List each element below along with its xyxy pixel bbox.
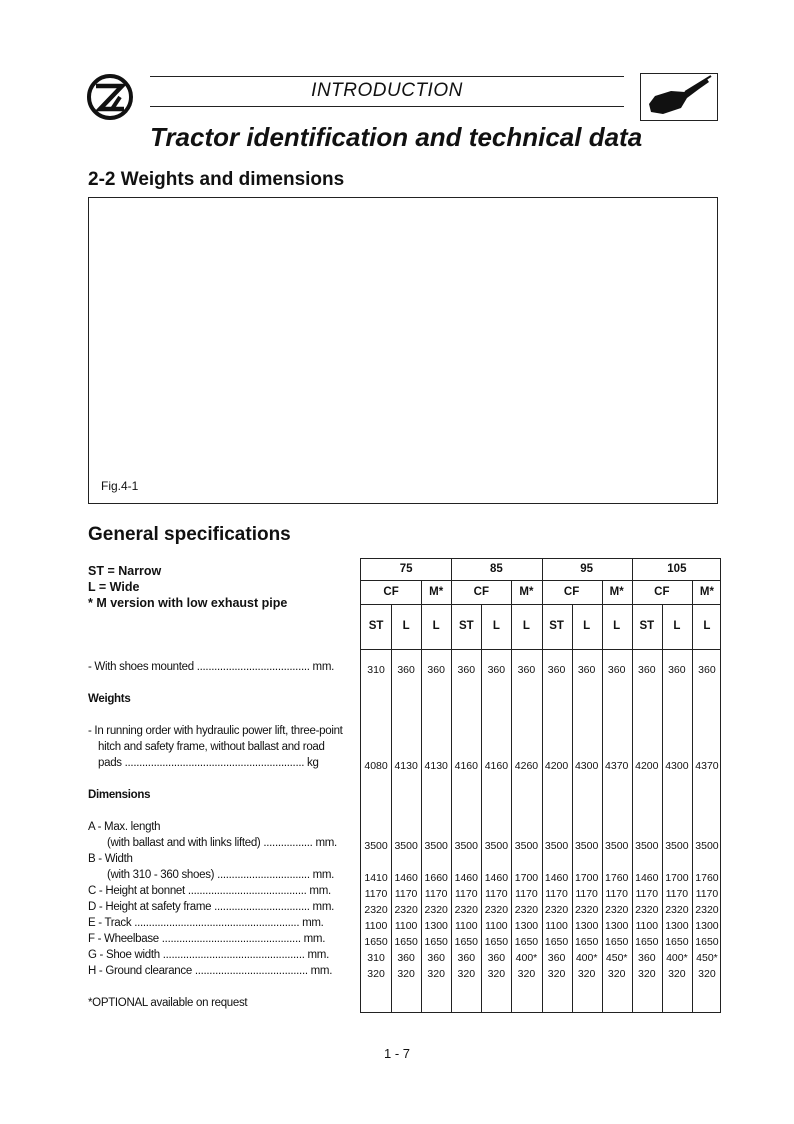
version-header: M* (609, 586, 624, 598)
table-cell: 1460 (484, 872, 509, 884)
version-header: CF (654, 586, 670, 598)
version-header: CF (383, 586, 399, 598)
row-label-safety-frame: D - Height at safety frame ................................. mm. (88, 901, 335, 913)
table-cell: 360 (427, 664, 445, 676)
row-label-shoe-width: G - Shoe width ................................................. mm. (88, 949, 329, 961)
table-cell: 320 (547, 968, 566, 980)
table-cell: 320 (698, 968, 716, 980)
table-cell: 4200 (635, 760, 659, 772)
table-cell: 4300 (665, 760, 689, 772)
table-cell: 4160 (484, 760, 509, 772)
model-header: 75 (399, 563, 413, 575)
model-header: 95 (580, 563, 594, 575)
table-cell: 360 (638, 952, 656, 964)
table-cell: 1100 (454, 920, 478, 932)
table-cell: 3500 (364, 840, 388, 852)
version-header: M* (519, 586, 534, 598)
figure-box (88, 197, 718, 504)
table-cell: 1700 (665, 872, 689, 884)
row-text-max-length: A - Max. length (88, 821, 161, 833)
page-title: Tractor identification and technical data (150, 122, 643, 152)
table-cell: 1300 (605, 920, 629, 932)
table-cell: 1170 (454, 888, 478, 900)
weights-section-title: 2-2 Weights and dimensions (88, 169, 345, 190)
table-cell: 1170 (424, 888, 448, 900)
table-cell: 360 (547, 664, 566, 676)
table-cell: 320 (638, 968, 656, 980)
table-cell: 1460 (635, 872, 659, 884)
table-cell: 2320 (454, 904, 478, 916)
table-cell: 400* (666, 952, 688, 964)
table-rule (361, 649, 720, 650)
row-label-wheelbase: F - Wheelbase ................................................ mm. (88, 933, 326, 945)
table-cell: 3500 (574, 840, 599, 852)
table-cell: 1760 (605, 872, 629, 884)
table-cell: 320 (427, 968, 445, 980)
table-cell: 360 (457, 952, 476, 964)
table-cell: 360 (457, 664, 476, 676)
table-cell: 1410 (364, 872, 388, 884)
model-header: 85 (489, 563, 503, 575)
table-cell: 1170 (485, 888, 508, 900)
table-cell: 1650 (514, 936, 539, 948)
brand-logo (86, 73, 134, 121)
table-cell: 4370 (605, 760, 629, 772)
table-cell: 320 (517, 968, 536, 980)
table-cell: 4300 (574, 760, 599, 772)
subcol-header: L (432, 620, 440, 632)
header-rule-bottom (150, 106, 624, 107)
subcol-header: ST (549, 620, 564, 632)
table-cell: 1700 (514, 872, 539, 884)
table-cell: 3500 (605, 840, 629, 852)
table-cell: 1650 (665, 936, 689, 948)
version-header: CF (563, 586, 580, 598)
table-cell: 310 (367, 952, 385, 964)
table-cell: 1660 (424, 872, 448, 884)
table-cell: 2320 (574, 904, 599, 916)
row-text-running-1: - In running order with hydraulic power lift, three-point (88, 725, 343, 737)
table-cell: 320 (367, 968, 385, 980)
legend-wide: L = Wide (88, 580, 140, 594)
table-cell: 3500 (394, 840, 418, 852)
row-label-length: (with ballast and with links lifted) ................. mm. (107, 837, 337, 849)
table-cell: 1300 (514, 920, 539, 932)
table-cell: 1650 (605, 936, 629, 948)
subcol-header: L (673, 620, 681, 632)
subcol-header: L (492, 620, 500, 632)
dimensions-heading: Dimensions (88, 789, 151, 801)
table-cell: 2320 (695, 904, 719, 916)
table-cell: 1460 (454, 872, 478, 884)
table-cell: 360 (487, 664, 506, 676)
table-cell: 1100 (485, 920, 508, 932)
table-cell: 400* (515, 952, 538, 964)
table-cell: 360 (397, 952, 415, 964)
table-cell: 4080 (364, 760, 388, 772)
table-cell: 1170 (635, 888, 659, 900)
table-cell: 4370 (695, 760, 719, 772)
subcol-header: ST (368, 620, 384, 632)
table-cell: 1650 (484, 936, 509, 948)
version-header: M* (429, 586, 444, 598)
table-cell: 2320 (424, 904, 448, 916)
version-header: CF (473, 586, 489, 598)
subcol-header: ST (639, 620, 655, 632)
table-cell: 1760 (695, 872, 719, 884)
table-cell: 1650 (394, 936, 418, 948)
table-cell: 1300 (695, 920, 719, 932)
table-cell: 360 (487, 952, 506, 964)
table-cell: 1100 (364, 920, 388, 932)
table-cell: 2320 (665, 904, 689, 916)
version-header: M* (699, 586, 714, 598)
table-cell: 360 (577, 664, 596, 676)
table-cell: 1170 (364, 888, 388, 900)
table-cell: 1170 (545, 888, 568, 900)
specs-section-title: General specifications (88, 524, 291, 545)
table-cell: 2320 (394, 904, 418, 916)
weights-heading: Weights (88, 693, 131, 705)
table-cell: 1100 (635, 920, 659, 932)
table-cell: 310 (367, 664, 385, 676)
table-cell: 360 (427, 952, 445, 964)
table-cell: 360 (397, 664, 415, 676)
table-cell: 4130 (394, 760, 418, 772)
row-label-clearance: H - Ground clearance ....................................... mm. (88, 965, 333, 977)
table-cell: 1170 (394, 888, 418, 900)
subcol-header: ST (458, 620, 474, 632)
table-cell: 320 (607, 968, 626, 980)
table-cell: 4260 (514, 760, 539, 772)
table-cell: 1650 (364, 936, 388, 948)
table-rule (361, 604, 720, 605)
table-cell: 3500 (544, 840, 569, 852)
table-cell: 2320 (484, 904, 509, 916)
table-cell: 1300 (665, 920, 689, 932)
subcol-header: L (703, 620, 711, 632)
model-header: 105 (667, 563, 687, 575)
table-cell: 400* (575, 952, 598, 964)
table-cell: 320 (487, 968, 506, 980)
table-cell: 4160 (454, 760, 478, 772)
table-cell: 450* (696, 952, 718, 964)
row-label-width: (with 310 - 360 shoes) ................................ mm. (107, 869, 335, 881)
table-cell: 1650 (635, 936, 659, 948)
table-cell: 1170 (695, 888, 719, 900)
table-cell: 4200 (544, 760, 569, 772)
pointing-hand-icon (640, 73, 718, 121)
page-number: 1 - 7 (383, 1046, 410, 1061)
section-header: INTRODUCTION (311, 80, 463, 101)
table-cell: 320 (397, 968, 415, 980)
table-cell: 1650 (424, 936, 448, 948)
table-cell: 3500 (635, 840, 659, 852)
legend-narrow: ST = Narrow (88, 564, 162, 578)
table-cell: 3500 (424, 840, 448, 852)
table-cell: 3500 (454, 840, 478, 852)
subcol-header: L (522, 620, 530, 632)
table-cell: 1650 (544, 936, 569, 948)
table-cell: 360 (517, 664, 536, 676)
table-cell: 1170 (665, 888, 689, 900)
table-cell: 360 (698, 664, 716, 676)
footnote: *OPTIONAL available on request (88, 997, 248, 1009)
table-cell: 360 (607, 664, 626, 676)
table-cell: 2320 (605, 904, 629, 916)
row-label-weight: pads .............................................................. kg (98, 757, 319, 769)
subcol-header: L (583, 620, 591, 632)
table-cell: 2320 (544, 904, 569, 916)
table-cell: 3500 (665, 840, 689, 852)
table-cell: 360 (638, 664, 656, 676)
row-text-width: B - Width (88, 853, 133, 865)
table-cell: 1100 (394, 920, 418, 932)
table-cell: 1170 (515, 888, 538, 900)
table-cell: 320 (577, 968, 596, 980)
table-cell: 1650 (454, 936, 478, 948)
table-cell: 1170 (575, 888, 598, 900)
table-cell: 1300 (574, 920, 599, 932)
table-cell: 4130 (424, 760, 448, 772)
table-cell: 360 (668, 664, 686, 676)
table-cell: 320 (668, 968, 686, 980)
table-cell: 3500 (695, 840, 719, 852)
table-cell: 2320 (514, 904, 539, 916)
table-cell: 2320 (364, 904, 388, 916)
table-cell: 360 (547, 952, 566, 964)
table-cell: 3500 (484, 840, 509, 852)
table-cell: 3500 (514, 840, 539, 852)
legend-m-version: * M version with low exhaust pipe (88, 596, 288, 610)
table-cell: 1460 (394, 872, 418, 884)
table-cell: 1300 (424, 920, 448, 932)
table-cell: 2320 (635, 904, 659, 916)
table-cell: 1700 (574, 872, 599, 884)
row-label-shoes: - With shoes mounted ....................................... mm. (88, 661, 335, 673)
row-text-running-2: hitch and safety frame, without ballast and road (98, 741, 325, 753)
subcol-header: L (402, 620, 410, 632)
table-cell: 1650 (695, 936, 719, 948)
table-cell: 450* (605, 952, 628, 964)
figure-label: Fig.4-1 (101, 479, 139, 493)
table-cell: 1650 (574, 936, 599, 948)
table-cell: 1460 (544, 872, 569, 884)
table-cell: 1170 (605, 888, 628, 900)
table-cell: 320 (457, 968, 476, 980)
table-rule (361, 580, 720, 581)
row-label-bonnet: C - Height at bonnet ......................................... mm. (88, 885, 331, 897)
spec-table (360, 558, 721, 1013)
row-label-track: E - Track ......................................................... mm. (88, 917, 324, 929)
subcol-header: L (613, 620, 621, 632)
table-cell: 1100 (545, 920, 568, 932)
header-rule-top (150, 76, 624, 77)
